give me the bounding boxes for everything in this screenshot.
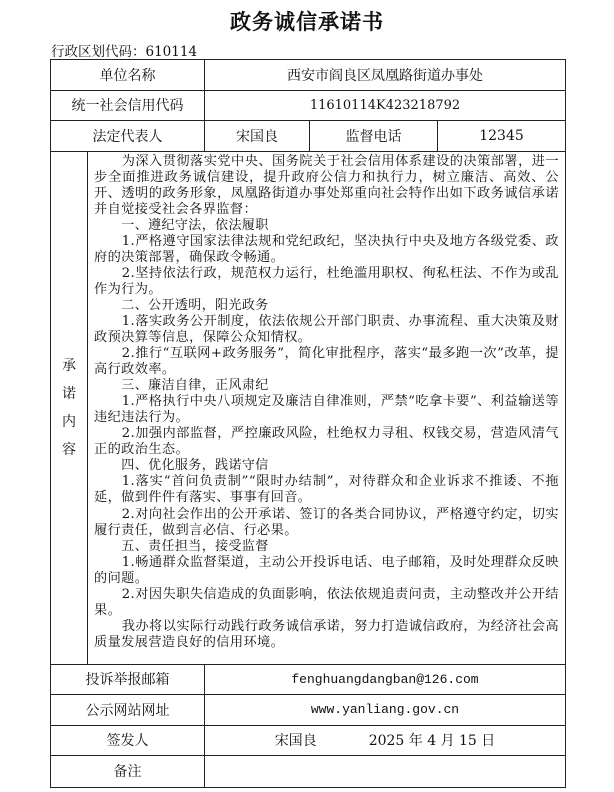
commitment-row [51, 152, 565, 665]
commitment-paragraph: 2.对向社会作出的公开承诺、签订的各类合同协议，严格遵守约定，切实履行责任，做到言必信、行必果。 [94, 506, 559, 538]
remarks-row [51, 756, 565, 787]
remarks-value [204, 756, 565, 787]
legal-rep-label: 法定代表人 [92, 128, 163, 145]
signer-row [51, 726, 565, 757]
section-heading: 三、廉洁自律，正风肃纪 [121, 378, 269, 394]
signer-name: 宋国良 [274, 733, 317, 750]
commitment-label-char: 内 [62, 413, 76, 430]
credit-code-row [51, 91, 565, 122]
commitment-content [87, 152, 565, 664]
commitment-paragraph: 2.对因失职失信造成的负面影响，依法依规追责问责，主动整改并公开结果。 [94, 586, 559, 618]
section-heading: 二、公开透明，阳光政务 [121, 297, 269, 313]
commitment-paragraph: 2.推行“互联网+政务服务”，简化审批程序，落实“最多跑一次”改革，提高行政效率。 [94, 346, 559, 378]
commitment-label [51, 152, 87, 664]
signer-value [204, 726, 565, 756]
document-title: 政务诚信承诺书 [230, 10, 384, 34]
commitment-paragraph: 1.严格执行中央八项规定及廉洁自律准则，严禁“吃拿卡要”、利益输送等违纪违法行为。 [94, 394, 559, 426]
commitment-paragraph: 为深入贯彻落实党中央、国务院关于社会信用体系建设的决策部署，进一步全面推进政务诚信建设，提升政府公信力和执行力，树立廉洁、高效、公开、透明的政务形象，凤凰路街道办事处郑重向社会特作出如下政务诚信承诺并自觉接受社会各界监督： [94, 153, 559, 217]
website-value: www.yanliang.gov.cn [204, 695, 565, 725]
region-code: 行政区划代码：610114 [51, 44, 198, 60]
credit-code-value: 11610114K423218792 [204, 91, 565, 121]
section-heading: 四、优化服务，践诺守信 [121, 458, 269, 474]
commitment-paragraph: 我办将以实际行动践行政务诚信承诺，努力打造诚信政府，为经济社会高质量发展营造良好的信用环境。 [94, 618, 559, 650]
unit-name-label: 单位名称 [99, 67, 156, 84]
email-value: fenghuangdangban@126.com [204, 665, 565, 695]
commitment-paragraph: 1.畅通群众监督渠道，主动公开投诉电话、电子邮箱，及时处理群众反映的问题。 [94, 554, 559, 586]
commitment-label-char: 容 [62, 441, 76, 458]
credit-code-label: 统一社会信用代码 [71, 98, 184, 115]
section-heading: 五、责任担当，接受监督 [121, 538, 269, 554]
legal-rep-value: 宋国良 [204, 121, 309, 151]
remarks-label: 备注 [113, 764, 142, 781]
email-label: 投诉举报邮箱 [85, 672, 170, 689]
commitment-label-char: 诺 [62, 385, 76, 402]
section-heading: 一、遵纪守法，依法履职 [121, 217, 269, 233]
commitment-paragraph: 1.落实“首问负责制”“限时办结制”，对待群众和企业诉求不推诿、不拖延，做到件件有落实、事事有回音。 [94, 474, 559, 506]
commitment-paragraph: 1.落实政务公开制度，依法依规公开部门职责、办事流程、重大决策及财政预决算等信息，保障公众知情权。 [94, 313, 559, 346]
commitment-paragraph: 1.严格遵守国家法律法规和党纪政纪，坚决执行中央及地方各级党委、政府的决策部署，确保政令畅通。 [94, 233, 559, 265]
unit-name-row [51, 60, 565, 91]
email-row [51, 665, 565, 696]
website-label: 公示网站网址 [85, 702, 170, 719]
website-row [51, 695, 565, 726]
unit-name-value: 西安市阎良区凤凰路街道办事处 [204, 60, 565, 90]
phone-label: 监督电话 [309, 121, 437, 151]
commitment-table [50, 59, 566, 788]
signer-label: 签发人 [106, 733, 149, 750]
sign-date: 2025 年 4 月 15 日 [368, 733, 496, 750]
commitment-paragraph: 2.坚持依法行政，规范权力运行，杜绝滥用职权、徇私枉法、不作为或乱作为行为。 [94, 265, 559, 297]
legal-rep-row [51, 121, 565, 152]
commitment-paragraph: 2.加强内部监督，严控廉政风险，杜绝权力寻租、权钱交易，营造风清气正的政治生态。 [94, 426, 559, 458]
phone-value: 12345 [437, 121, 565, 151]
commitment-label-char: 承 [62, 357, 76, 374]
